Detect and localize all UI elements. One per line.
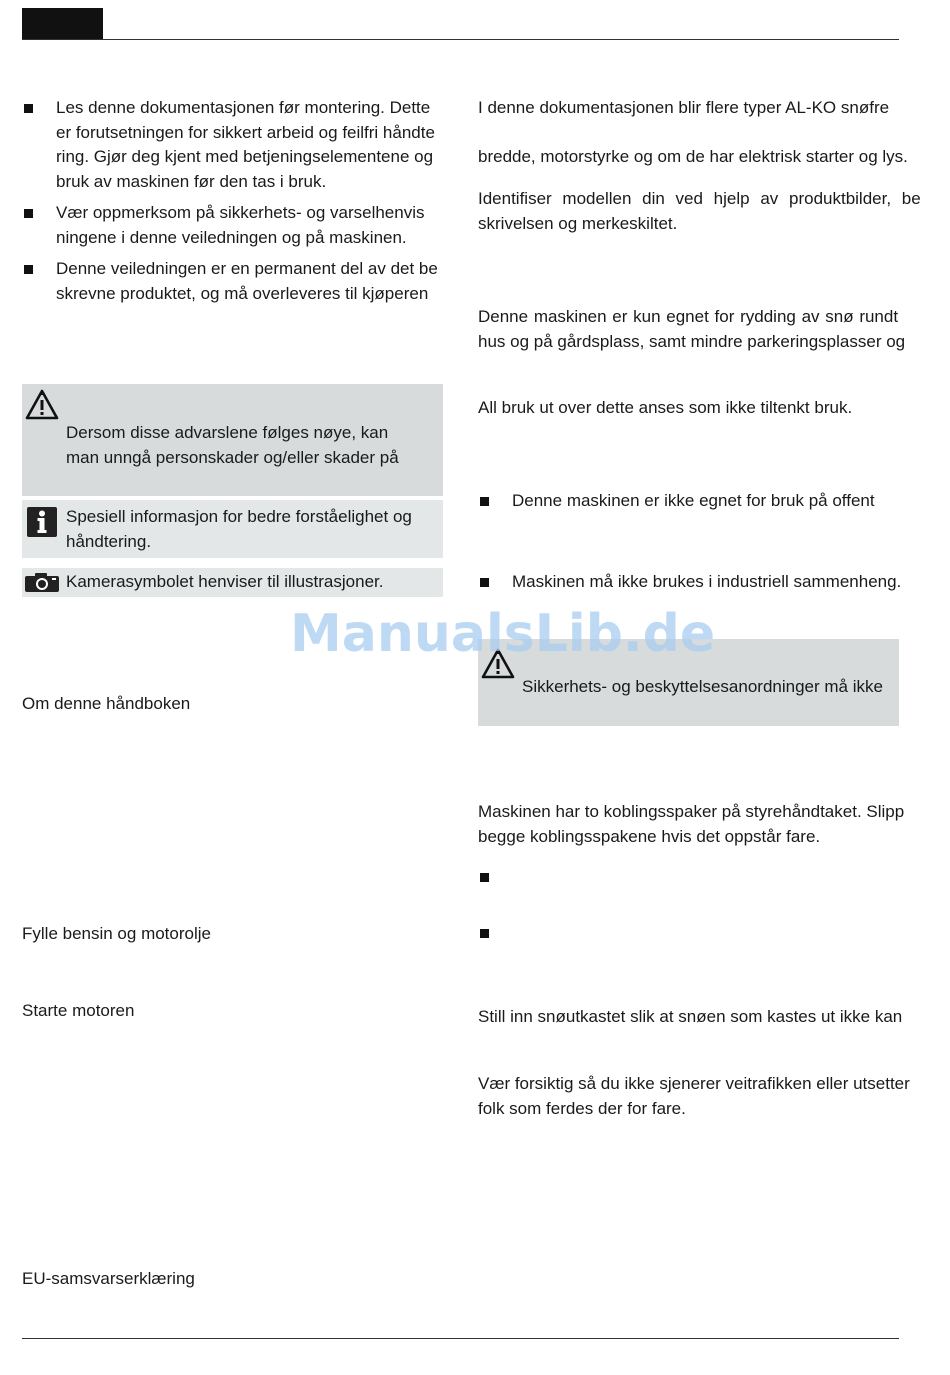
bullet-line: bruk av maskinen før den tas i bruk. [56,171,327,191]
header-rule [22,39,899,40]
bullet-square-icon [480,497,489,506]
use-paragraph: All bruk ut over dette anses som ikke tiltenkt bruk. [478,398,853,417]
paragraph-line: Denne maskinen er kun egnet for rydding av snø rundt [478,307,899,326]
left-bullet-3 [22,257,444,306]
warning-box [22,384,443,496]
watermark: ManualsLib.de [290,604,716,664]
toc-item: Starte motoren [22,1001,135,1020]
paragraph-line: Vær forsiktig så du ikke sjenerer veitrafikken eller utsetter [478,1074,910,1093]
info-text-line: Spesiell informasjon for bedre forståelighet og [66,507,412,526]
warning-triangle-icon [25,389,59,421]
bullet-square-icon [24,265,33,274]
toc-item: Om denne håndboken [22,694,191,713]
paragraph-line: Maskinen har to koblingsspaker på styrehåndtaket. Slipp [478,802,905,821]
camera-text: Kamerasymbolet henviser til illustrasjoner. [66,572,384,591]
bullet-square-icon [480,578,489,587]
bullet-line: Denne veiledningen er en permanent del av det be [56,259,438,278]
bullet-line: ring. Gjør deg kjent med betjeningselementene og [56,147,434,166]
traffic-paragraph [478,1072,910,1121]
paragraph-line: Identifiser modellen din ved hjelp av produktbilder, be [478,189,921,208]
paragraph-line: skrivelsen og merkeskiltet. [478,213,678,233]
paragraph-line: hus og på gårdsplass, samt mindre parkeringsplasser og [478,331,906,351]
warning-text-line: Sikkerhets- og beskyttelsesanordninger må ikke [522,677,883,696]
bullet-square-icon [480,873,489,882]
intro-paragraph: bredde, motorstyrke og om de har elektrisk starter og lys. [478,147,908,166]
bullet-square-icon [24,209,33,218]
bullet-square-icon [24,104,33,113]
warning-text-line: man unngå personskader og/eller skader på [66,447,399,467]
bullet-line: Les denne dokumentasjonen før montering. Dette [56,98,431,117]
right-bullet-2 [478,570,902,595]
camera-icon [24,572,60,593]
bullet-line: Maskinen må ikke brukes i industriell sammenheng. [512,572,902,591]
right-bullet-1 [478,489,899,514]
use-paragraph [478,305,906,354]
bullet-line: Denne maskinen er ikke egnet for bruk på offent [512,491,875,510]
footer-rule [22,1338,899,1339]
intro-paragraph: I denne dokumentasjonen blir flere typer AL-KO snøfre [478,98,890,117]
paragraph-line: begge koblingsspakene hvis det oppstår fare. [478,826,821,846]
bullet-line: ningene i denne veiledningen og på maskinen. [56,227,407,247]
bullet-line: er forutsetningen for sikkert arbeid og feilfri håndte [56,122,435,142]
left-bullet-1 [22,96,444,194]
toc-item: Fylle bensin og motorolje [22,924,211,943]
info-icon [25,506,59,538]
camera-box [22,568,443,597]
bullet-square-icon [480,929,489,938]
bullet-line: skrevne produktet, og må overleveres til kjøperen [56,283,429,303]
clutch-paragraph [478,800,905,849]
header-block [22,8,103,40]
left-bullet-2 [22,201,444,250]
toc-item: EU-samsvarserklæring [22,1269,195,1288]
paragraph-line: folk som ferdes der for fare. [478,1098,686,1118]
chute-paragraph: Still inn snøutkastet slik at snøen som kastes ut ikke kan [478,1007,903,1026]
info-text-line: håndtering. [66,531,152,551]
warning-text-line: Dersom disse advarslene følges nøye, kan [66,423,389,442]
identify-paragraph [478,187,921,236]
bullet-line: Vær oppmerksom på sikkerhets- og varselhenvis [56,203,425,222]
info-box [22,500,443,558]
